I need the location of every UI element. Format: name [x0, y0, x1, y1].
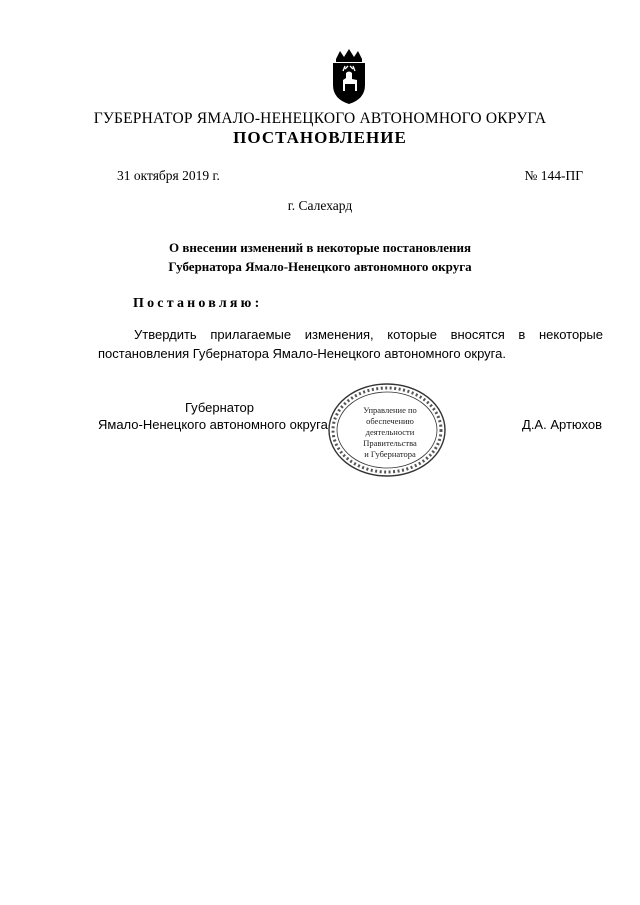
- signature-role-line-2: Ямало-Ненецкого автономного округа: [98, 417, 328, 432]
- heading-line-2: Губернатора Ямало-Ненецкого автономного округа: [168, 259, 472, 274]
- document-date: 31 октября 2019 г.: [117, 168, 220, 183]
- stamp-line: деятельности: [365, 427, 415, 437]
- yamal-coat-of-arms-icon: [330, 49, 368, 105]
- heading-line-1: О внесении изменений в некоторые постановления: [168, 240, 472, 255]
- document-city: г. Салехард: [287, 198, 353, 213]
- org-title: ГУБЕРНАТОР ЯМАЛО-НЕНЕЦКОГО АВТОНОМНОГО ОКРУГА: [93, 110, 547, 127]
- stamp-line: обеспечению: [366, 416, 414, 426]
- document-type: ПОСТАНОВЛЕНИЕ: [233, 128, 407, 147]
- body-paragraph: Утвердить прилагаемые изменения, которые вносятся в некоторые постановления Губернатора Ямало-Ненецкого автономного округа.: [98, 327, 603, 361]
- stamp-line: Управление по: [363, 405, 417, 415]
- stamp-line: Правительства: [363, 438, 417, 448]
- signature-name: Д.А. Артюхов: [522, 417, 602, 432]
- document-number: № 144-ПГ: [524, 168, 583, 183]
- resolve-label: Постановляю:: [133, 296, 263, 311]
- stamp-text: [350, 405, 430, 460]
- stamp-line: и Губернатора: [364, 449, 416, 459]
- document-heading: [0, 238, 640, 276]
- signature-role-line-1: Губернатор: [185, 400, 254, 415]
